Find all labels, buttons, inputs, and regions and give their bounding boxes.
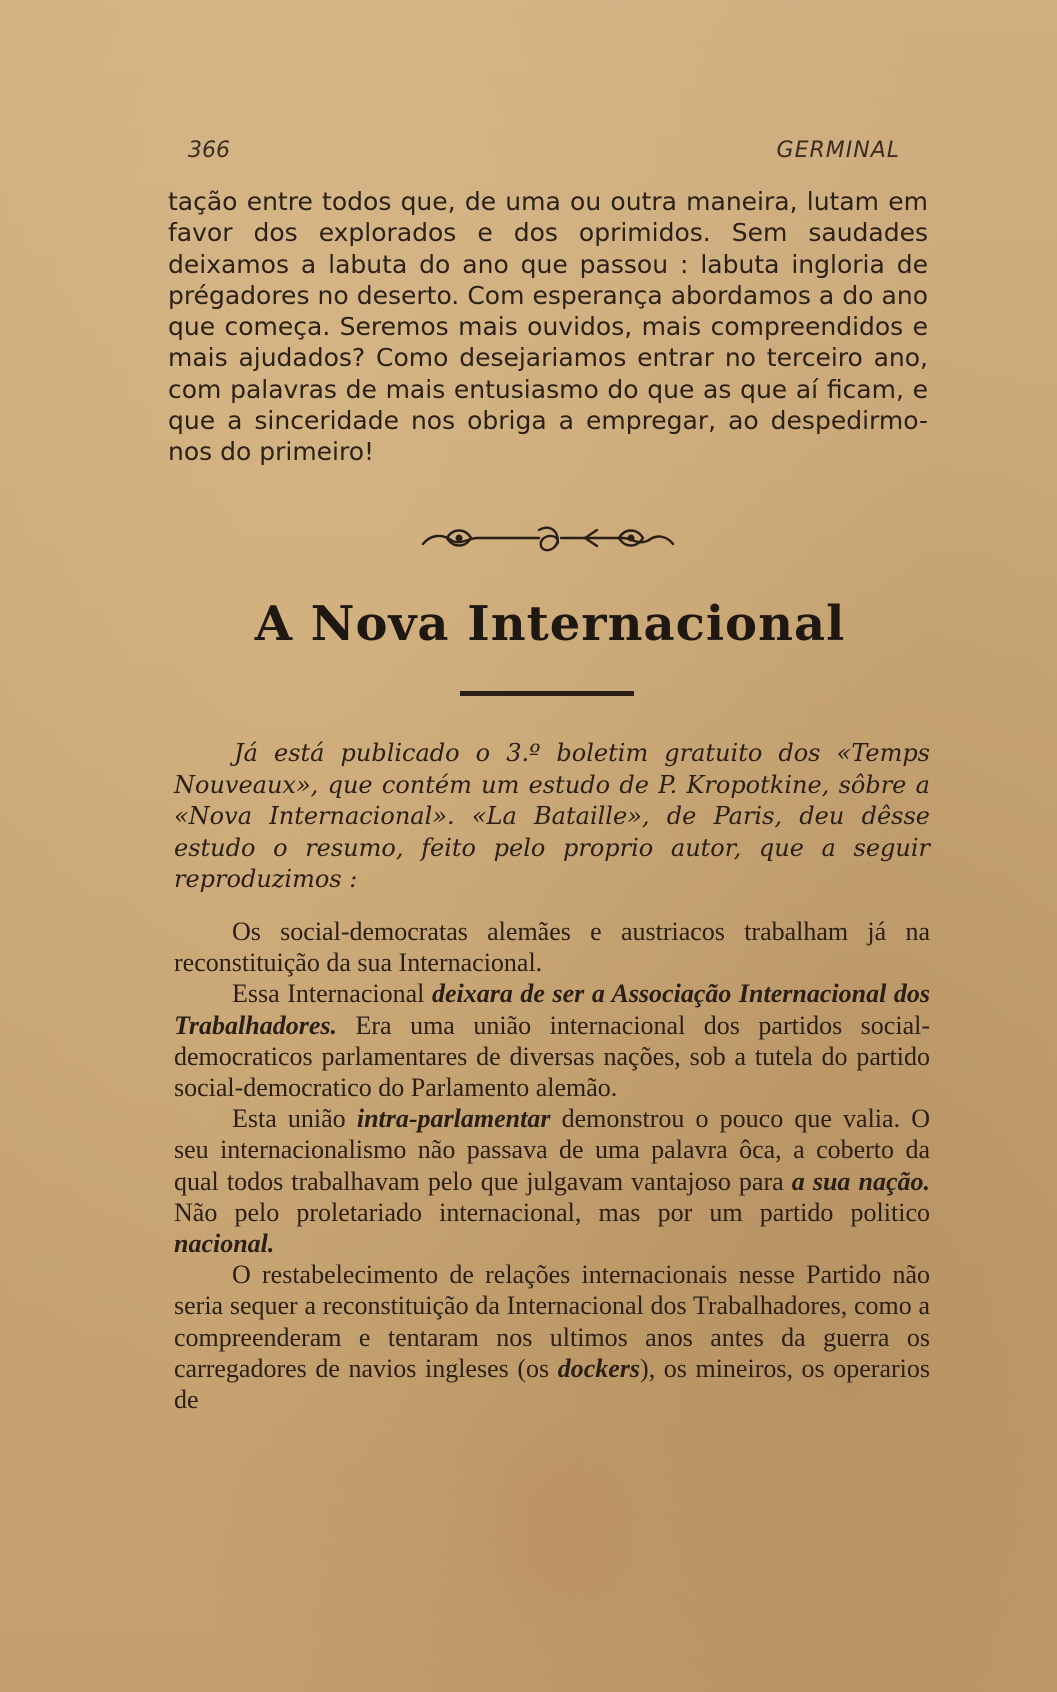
- article-intro: [174, 738, 930, 896]
- text-run: Esta união: [232, 1104, 357, 1134]
- previous-article-paragraph: tação entre todos que, de uma ou outra maneira, lutam em favor dos explorados e dos oprimidos. Sem saudades deixamos a labuta do ano que passou : labuta ingloria de prégadores no deserto. Com esperança abordamos a do ano que começa. Seremos mais ouvidos, mais compreendidos e mais ajudados? Como desejariamos entrar no terceiro ano, com palavras de mais entusiasmo do que as que aí ficam, e que a sinceridade nos obriga a empregar, ao despedirmo-nos do primeiro!: [168, 187, 928, 467]
- emphasis: dockers: [557, 1353, 641, 1383]
- text-run: O restabelecimento de relações internacionais nesse Partido não seria sequer a reconstituição da Internacional dos Trabalhadores, como a compreenderam e tentaram nos ultimos anos antes da guerra os carregadores de navios ingleses (os: [174, 1260, 930, 1383]
- decorative-flourish: [417, 516, 679, 560]
- emphasis: a sua nação.: [791, 1166, 930, 1196]
- emphasis: nacional.: [174, 1229, 275, 1259]
- intro-paragraph: Já está publicado o 3.º boletim gratuito dos «Temps Nouveaux», que contém um estudo de P. Kropotkine, sôbre a «Nova Internacional». «La Bataille», de Paris, deu dêsse estudo o resumo, feito pelo proprio autor, que a seguir reproduzimos :: [174, 739, 930, 894]
- text-run: demonstrou o pouco que valia. O seu internacionalismo não passava de uma palavra ôca, a coberto da qual todos trabalhavam pelo que julgavam vantajoso para: [174, 1104, 930, 1196]
- body-paragraph-3: [174, 1103, 930, 1259]
- text-run: ), os mineiros, os operarios de: [174, 1353, 930, 1415]
- page-number: 366: [188, 138, 230, 163]
- article-body: [174, 916, 930, 1415]
- emphasis: intra-parlamentar: [356, 1104, 551, 1134]
- running-title: GERMINAL: [776, 138, 900, 163]
- text-run: Era uma união internacional dos partidos social-democraticos parlamentares de diversas nações, sob a tutela do partido social-democratico do Parlamento alemão.: [174, 1010, 930, 1103]
- emphasis: deixara de ser a Associação Internacional dos Trabalhadores.: [174, 979, 930, 1040]
- short-horizontal-rule: [460, 691, 634, 696]
- body-paragraph-2: [174, 978, 930, 1103]
- running-head: [188, 138, 900, 168]
- article-title: A Nova Internacional: [254, 596, 846, 652]
- text-run: Não pelo proletariado internacional, mas por um partido politico: [174, 1197, 930, 1227]
- stamp-smudge: [460, 1400, 660, 1660]
- body-paragraph-1: Os social-democratas alemães e austriacos trabalham já na reconstituição da sua Internacional.: [174, 917, 930, 978]
- text-run: Essa Internacional: [232, 979, 432, 1009]
- body-paragraph-4: [174, 1259, 930, 1415]
- previous-article-ending: [168, 186, 928, 468]
